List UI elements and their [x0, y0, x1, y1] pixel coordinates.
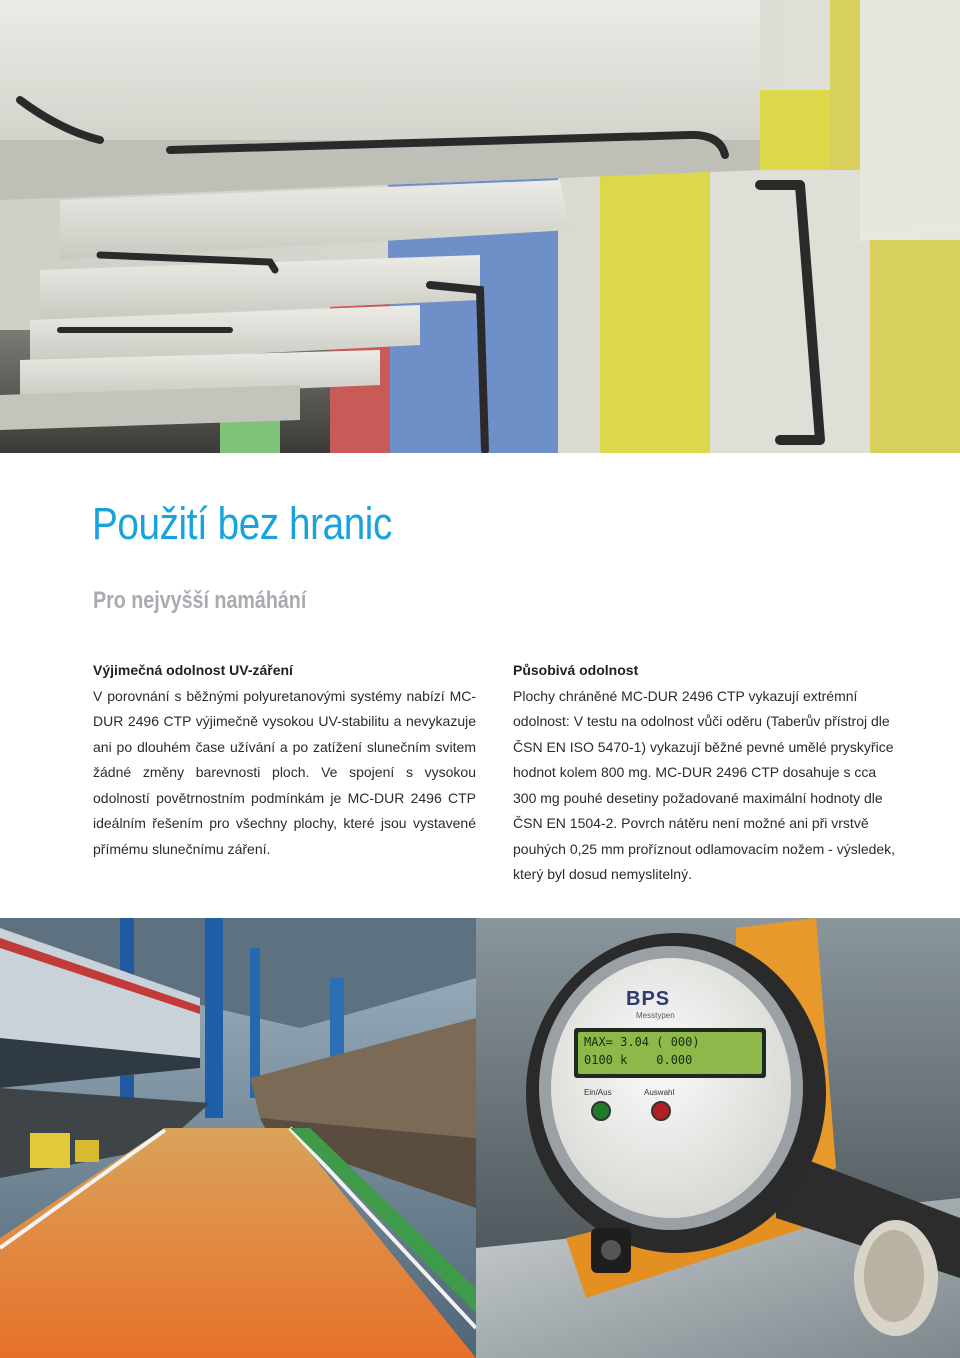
right-column-heading: Působivá odolnost	[513, 662, 639, 678]
gauge-lcd-line1: MAX= 3.04 ( 000)	[584, 1035, 700, 1049]
left-column-heading: Výjimečná odolnost UV-záření	[93, 662, 293, 678]
gauge-brand: BPS	[626, 988, 671, 1010]
gauge-button-left-label: Ein/Aus	[584, 1088, 612, 1097]
stairs-photo	[0, 0, 960, 453]
gauge-brand-sub: Messtypen	[636, 1011, 675, 1020]
right-column-body: Plochy chráněné MC-DUR 2496 CTP vykazují extrémní odolnost: V testu na odolnost vůči oděru (Taberův přístroj dle ČSN EN ISO 5470-1) vykazují běžné pevné umělé pryskyřice hodnot kolem 800 mg. MC-DUR 2496 CTP dosahuje s cca 300 mg pouhé desetiny požadované maximální hodnoty dle ČSN EN 1504-2. Povrch nátěru není možné ani při vrstvě pouhých 0,25 mm proříznout odlamovacím nožem - výsledek, který byl dosud nemyslitelný.	[513, 687, 896, 882]
left-text-column	[93, 658, 476, 862]
left-column-body: V porovnání s běžnými polyuretanovými systémy nabízí MC-DUR 2496 CTP výjimečně vysokou UV-stabilitu a nevykazuje ani po dlouhém čase užívání a po zatížení slunečním svitem žádné změny barevnosti ploch. Ve spojení s vysokou odolností povětrnostním podmínkám je MC-DUR 2496 CTP ideálním řešením pro všechny plochy, které jsou vystavené přímému slunečnímu záření.	[93, 687, 476, 857]
stairs-illustration	[0, 0, 960, 453]
gauge-lcd-line2: 0100 k 0.000	[584, 1053, 693, 1067]
factory-floor-illustration	[0, 918, 476, 1358]
page-title: Použití bez hranic	[92, 498, 392, 549]
right-text-column	[513, 658, 899, 888]
test-gauge-photo	[476, 918, 960, 1358]
gauge-button-right-label: Auswahl	[644, 1088, 675, 1097]
page-subtitle: Pro nejvyšší namáhání	[93, 587, 307, 614]
gauge-illustration	[476, 918, 960, 1358]
factory-floor-photo	[0, 918, 476, 1358]
